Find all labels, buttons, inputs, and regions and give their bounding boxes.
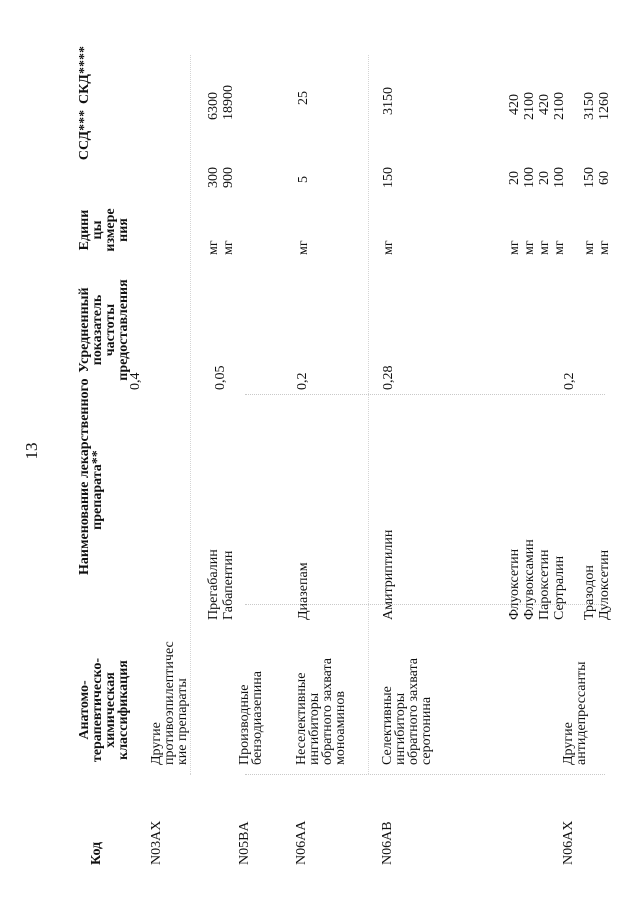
drug-unit: мг	[296, 240, 311, 255]
drug-skd: 3150	[381, 87, 396, 115]
rotated-table	[70, 45, 615, 875]
drug-skd: 2100	[522, 92, 537, 120]
drug-unit: мг	[582, 240, 597, 255]
drug-unit: мг	[597, 240, 612, 255]
drug-ssd: 5	[296, 176, 311, 183]
drug-skd: 2100	[552, 92, 567, 120]
drug-name: Флувоксамин	[522, 539, 537, 620]
drug-ssd: 100	[552, 167, 567, 188]
drug-name: Сертралин	[552, 555, 567, 620]
group-cell: Селективные ингибиторы обратного захвата серотонина	[380, 657, 434, 765]
drug-name: Флуоксетин	[507, 548, 522, 620]
drug-skd: 1260	[597, 92, 612, 120]
drug-skd: 420	[507, 94, 522, 115]
drug-unit: мг	[522, 240, 537, 255]
code-cell: N05BA	[237, 821, 252, 865]
header-code: Код	[89, 841, 104, 865]
drug-unit: мг	[507, 240, 522, 255]
code-cell: N03AX	[149, 820, 164, 865]
page-number: 13	[22, 442, 41, 460]
group-cell: Другие антидепрессанты	[561, 661, 589, 765]
drug-name: Дулоксетин	[597, 549, 612, 620]
drug-skd: 18900	[221, 85, 236, 120]
drug-unit: мг	[381, 240, 396, 255]
header-ssd: ССД***	[77, 109, 92, 161]
drug-unit: мг	[206, 240, 221, 255]
freq-cell: 0,05	[213, 365, 228, 390]
drug-name: Габапентин	[221, 550, 236, 620]
header-skd: СКД****	[77, 46, 92, 104]
freq-cell: 0,2	[562, 372, 577, 390]
drug-ssd: 20	[507, 171, 522, 185]
freq-cell: 0,4	[128, 372, 143, 390]
freq-cell: 0,2	[295, 372, 310, 390]
drug-name: Тразодон	[582, 565, 597, 620]
freq-cell: 0,28	[381, 365, 396, 390]
drug-unit: мг	[537, 240, 552, 255]
drug-name: Диазепам	[296, 562, 311, 620]
drug-ssd: 150	[582, 167, 597, 188]
row-divider	[190, 55, 191, 775]
drug-unit: мг	[221, 240, 236, 255]
header-frequency: Усредненный показатель частоты предоставления	[77, 279, 131, 381]
row-divider	[368, 55, 369, 775]
drug-ssd: 150	[381, 167, 396, 188]
drug-ssd: 300	[206, 167, 221, 188]
drug-unit: мг	[552, 240, 567, 255]
code-cell: N06AX	[561, 820, 576, 865]
group-cell: Производные бензодиазепина	[237, 671, 265, 765]
header-atc: Анатомо- терапевтическо- химическая классификация	[77, 657, 131, 763]
column-divider	[245, 394, 605, 395]
drug-name: Пароксетин	[537, 549, 552, 620]
drug-ssd: 60	[597, 171, 612, 185]
code-cell: N06AA	[294, 820, 309, 865]
group-cell: Другие противоэпилептичес кие препараты	[149, 641, 190, 765]
header-drug-name: Наименование лекарственного препарата**	[77, 378, 105, 575]
code-cell: N06AB	[380, 821, 395, 865]
drug-name: Амитриптилин	[381, 529, 396, 620]
drug-ssd: 100	[522, 167, 537, 188]
drug-skd: 6300	[206, 92, 221, 120]
drug-skd: 25	[296, 91, 311, 105]
group-cell: Неселективные ингибиторы обратного захвата моноаминов	[294, 657, 348, 765]
drug-skd: 3150	[582, 92, 597, 120]
drug-name: Прегабалин	[206, 549, 221, 620]
header-units: Едини цы измере ния	[77, 208, 131, 252]
column-divider	[245, 774, 605, 775]
drug-ssd: 20	[537, 171, 552, 185]
drug-skd: 420	[537, 94, 552, 115]
drug-ssd: 900	[221, 167, 236, 188]
